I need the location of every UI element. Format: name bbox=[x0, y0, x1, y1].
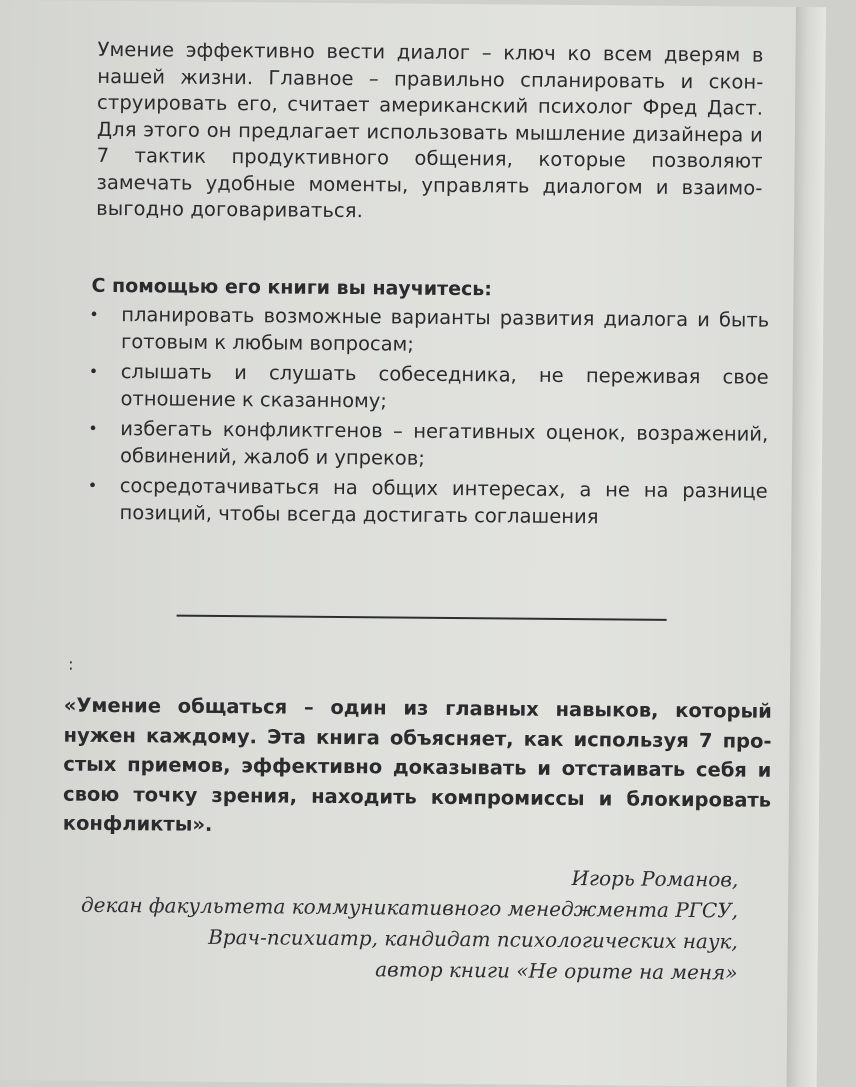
bullet-dot: • bbox=[87, 475, 98, 495]
bullet-dot: • bbox=[89, 304, 99, 324]
bullet-dot: • bbox=[88, 361, 99, 381]
bullet-text: слышать и слушать собеседника, не переживая свое отношение к сказанному; bbox=[120, 360, 769, 413]
bullet-item bbox=[88, 415, 768, 475]
quote-marker: : bbox=[68, 654, 74, 674]
bullet-dot: • bbox=[88, 418, 98, 438]
bullet-text: избегать конфликтгенов – негативных оценок, возражений, обвинений, жалоб и упреков; bbox=[119, 417, 769, 470]
bullet-text: планировать возможные варианты развития диалога и быть готовым к любым вопросам; bbox=[120, 303, 770, 356]
bullet-item bbox=[87, 472, 767, 532]
attribution-name: Игорь Романов, bbox=[571, 866, 739, 892]
bullet-item bbox=[88, 358, 768, 418]
learn-heading: С помощью его книги вы научитесь: bbox=[91, 274, 492, 301]
attribution-book: автор книги «Не орите на меня» bbox=[375, 957, 738, 985]
bullet-text: сосредотачиваться на общих интересах, а не на разнице позиций, чтобы всегда достигать соглашения bbox=[119, 474, 768, 529]
quote-attribution bbox=[17, 858, 738, 988]
attribution-credentials: Врач-психиатр, кандидат психологических наук, bbox=[208, 924, 738, 954]
intro-paragraph: Умение эффективно вести диалог – ключ ко всем дверям в нашей жизни. Главное – правильно спланировать и сконструировать его, считает американский психолог Фред Даст. Для этого он предлагает использовать мышление дизайнера и 7 тактик продуктивного общения, которые позволяют замечать удобные моменты, управлять диалогом и взаимовыгодно договариваться. bbox=[96, 37, 764, 223]
page-edge bbox=[787, 7, 826, 1087]
learn-bullet-list bbox=[87, 301, 769, 535]
bullet-item bbox=[89, 301, 769, 361]
section-divider bbox=[177, 615, 667, 621]
attribution-position: декан факультета коммуникативного менеджмента РГСУ, bbox=[80, 892, 739, 923]
endorsement-quote: «Умение общаться – один из главных навыков, который нужен каждому. Эта книга объясняет, как используя 7 простых приемов, эффективно доказывать и отстаивать себя и свою точку зрения, находить компромиссы и блокировать конфликты». bbox=[62, 693, 772, 836]
